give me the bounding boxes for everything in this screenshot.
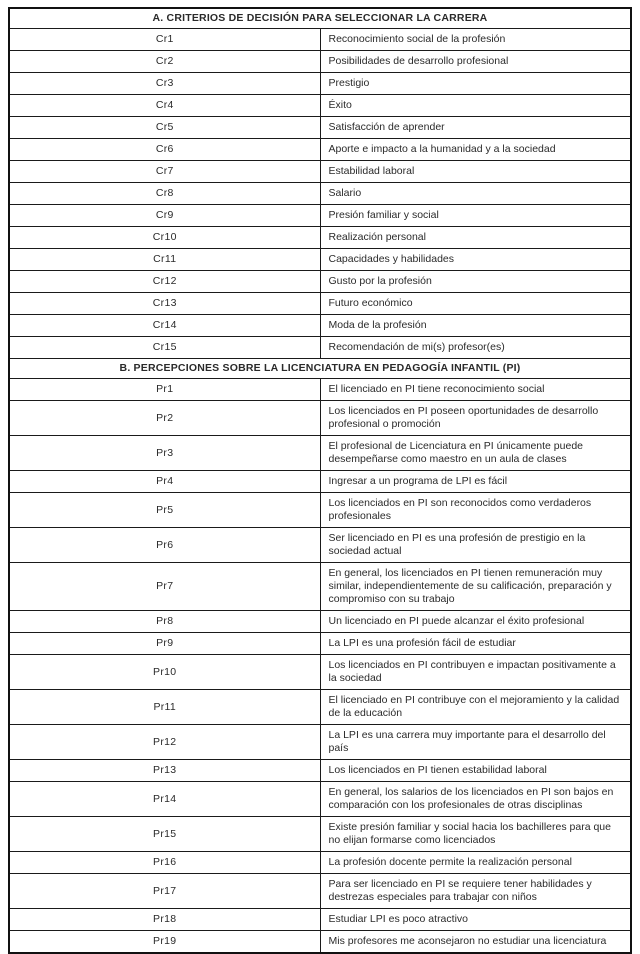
criterion-code: Pr7 [9, 563, 320, 611]
criterion-text: Existe presión familiar y social hacia los bachilleres para que no elijan formarse como licenciados [320, 817, 631, 852]
table-row [9, 401, 631, 436]
table-row [9, 493, 631, 528]
table-row [9, 51, 631, 73]
criterion-text: Un licenciado en PI puede alcanzar el éxito profesional [320, 611, 631, 633]
criterion-code: Pr6 [9, 528, 320, 563]
criterion-text: Moda de la profesión [320, 315, 631, 337]
table-row [9, 139, 631, 161]
criterion-text: En general, los licenciados en PI tienen remuneración muy similar, independientemente de su calificación, preparación y compromiso con su trabajo [320, 563, 631, 611]
criterion-text: Prestigio [320, 73, 631, 95]
table-row [9, 73, 631, 95]
table-row [9, 563, 631, 611]
table-row [9, 161, 631, 183]
table-row [9, 611, 631, 633]
table-row [9, 379, 631, 401]
criterion-text: Ser licenciado en PI es una profesión de prestigio en la sociedad actual [320, 528, 631, 563]
criterion-text: El profesional de Licenciatura en PI únicamente puede desempeñarse como maestro en un aula de clases [320, 436, 631, 471]
criterion-code: Cr9 [9, 205, 320, 227]
criterion-text: Ingresar a un programa de LPI es fácil [320, 471, 631, 493]
criterion-text: Satisfacción de aprender [320, 117, 631, 139]
criterion-text: Para ser licenciado en PI se requiere tener habilidades y destrezas especiales para trabajar con niños [320, 874, 631, 909]
table-row [9, 690, 631, 725]
table-row [9, 337, 631, 359]
criterion-text: El licenciado en PI contribuye con el mejoramiento y la calidad de la educación [320, 690, 631, 725]
criterion-code: Cr14 [9, 315, 320, 337]
table-row [9, 471, 631, 493]
criterion-text: Futuro económico [320, 293, 631, 315]
criterion-code: Pr1 [9, 379, 320, 401]
criterion-text: Los licenciados en PI son reconocidos como verdaderos profesionales [320, 493, 631, 528]
criterion-text: Realización personal [320, 227, 631, 249]
table-row [9, 205, 631, 227]
table-row [9, 95, 631, 117]
criterion-text: Posibilidades de desarrollo profesional [320, 51, 631, 73]
criterion-text: Reconocimiento social de la profesión [320, 29, 631, 51]
criterion-text: En general, los salarios de los licenciados en PI son bajos en comparación con los profesionales de otras disciplinas [320, 782, 631, 817]
criterion-code: Pr19 [9, 931, 320, 954]
criterion-code: Cr4 [9, 95, 320, 117]
criterion-text: Salario [320, 183, 631, 205]
table-row [9, 633, 631, 655]
table-row [9, 655, 631, 690]
criterion-text: La profesión docente permite la realización personal [320, 852, 631, 874]
criterion-code: Pr2 [9, 401, 320, 436]
criterion-code: Pr13 [9, 760, 320, 782]
criterion-text: Los licenciados en PI poseen oportunidades de desarrollo profesional o promoción [320, 401, 631, 436]
criterion-text: Gusto por la profesión [320, 271, 631, 293]
criterion-code: Cr3 [9, 73, 320, 95]
criterion-code: Cr5 [9, 117, 320, 139]
criterion-text: Mis profesores me aconsejaron no estudiar una licenciatura [320, 931, 631, 954]
criterion-code: Pr18 [9, 909, 320, 931]
criterion-code: Cr12 [9, 271, 320, 293]
criterion-code: Pr3 [9, 436, 320, 471]
criterion-code: Pr16 [9, 852, 320, 874]
table-row [9, 725, 631, 760]
criterion-text: Los licenciados en PI tienen estabilidad laboral [320, 760, 631, 782]
criterion-code: Pr14 [9, 782, 320, 817]
criterion-code: Cr7 [9, 161, 320, 183]
criterion-code: Pr9 [9, 633, 320, 655]
criterion-text: La LPI es una profesión fácil de estudiar [320, 633, 631, 655]
criterion-text: Capacidades y habilidades [320, 249, 631, 271]
table-row [9, 528, 631, 563]
table-row [9, 760, 631, 782]
criterion-code: Cr8 [9, 183, 320, 205]
criterion-text: Presión familiar y social [320, 205, 631, 227]
criterion-text: El licenciado en PI tiene reconocimiento social [320, 379, 631, 401]
table-row [9, 931, 631, 954]
criterion-text: Los licenciados en PI contribuyen e impactan positivamente a la sociedad [320, 655, 631, 690]
criterion-text: Recomendación de mi(s) profesor(es) [320, 337, 631, 359]
criterion-code: Pr11 [9, 690, 320, 725]
table-row [9, 436, 631, 471]
table-row [9, 909, 631, 931]
section-header-row [9, 359, 631, 379]
section-header-title: B. PERCEPCIONES SOBRE LA LICENCIATURA EN PEDAGOGÍA INFANTIL (PI) [9, 359, 631, 379]
criteria-table [8, 7, 632, 954]
criterion-code: Pr15 [9, 817, 320, 852]
table-row [9, 183, 631, 205]
criterion-text: Estudiar LPI es poco atractivo [320, 909, 631, 931]
criterion-text: Estabilidad laboral [320, 161, 631, 183]
table-row [9, 227, 631, 249]
criterion-code: Pr17 [9, 874, 320, 909]
criterion-code: Cr2 [9, 51, 320, 73]
criterion-text: Éxito [320, 95, 631, 117]
section-header-row [9, 8, 631, 29]
criterion-code: Pr5 [9, 493, 320, 528]
table-row [9, 271, 631, 293]
table-row [9, 817, 631, 852]
criterion-text: La LPI es una carrera muy importante para el desarrollo del país [320, 725, 631, 760]
criterion-code: Pr10 [9, 655, 320, 690]
table-row [9, 315, 631, 337]
section-header-title: A. CRITERIOS DE DECISIÓN PARA SELECCIONAR LA CARRERA [9, 8, 631, 29]
criteria-table-body [9, 8, 631, 953]
table-row [9, 874, 631, 909]
criterion-code: Cr10 [9, 227, 320, 249]
table-row [9, 117, 631, 139]
table-row [9, 249, 631, 271]
criterion-code: Cr1 [9, 29, 320, 51]
criterion-code: Pr8 [9, 611, 320, 633]
criterion-code: Pr4 [9, 471, 320, 493]
criterion-code: Cr6 [9, 139, 320, 161]
criterion-code: Pr12 [9, 725, 320, 760]
criterion-code: Cr11 [9, 249, 320, 271]
criterion-code: Cr13 [9, 293, 320, 315]
criterion-text: Aporte e impacto a la humanidad y a la sociedad [320, 139, 631, 161]
table-row [9, 852, 631, 874]
table-row [9, 782, 631, 817]
table-row [9, 293, 631, 315]
criterion-code: Cr15 [9, 337, 320, 359]
table-row [9, 29, 631, 51]
